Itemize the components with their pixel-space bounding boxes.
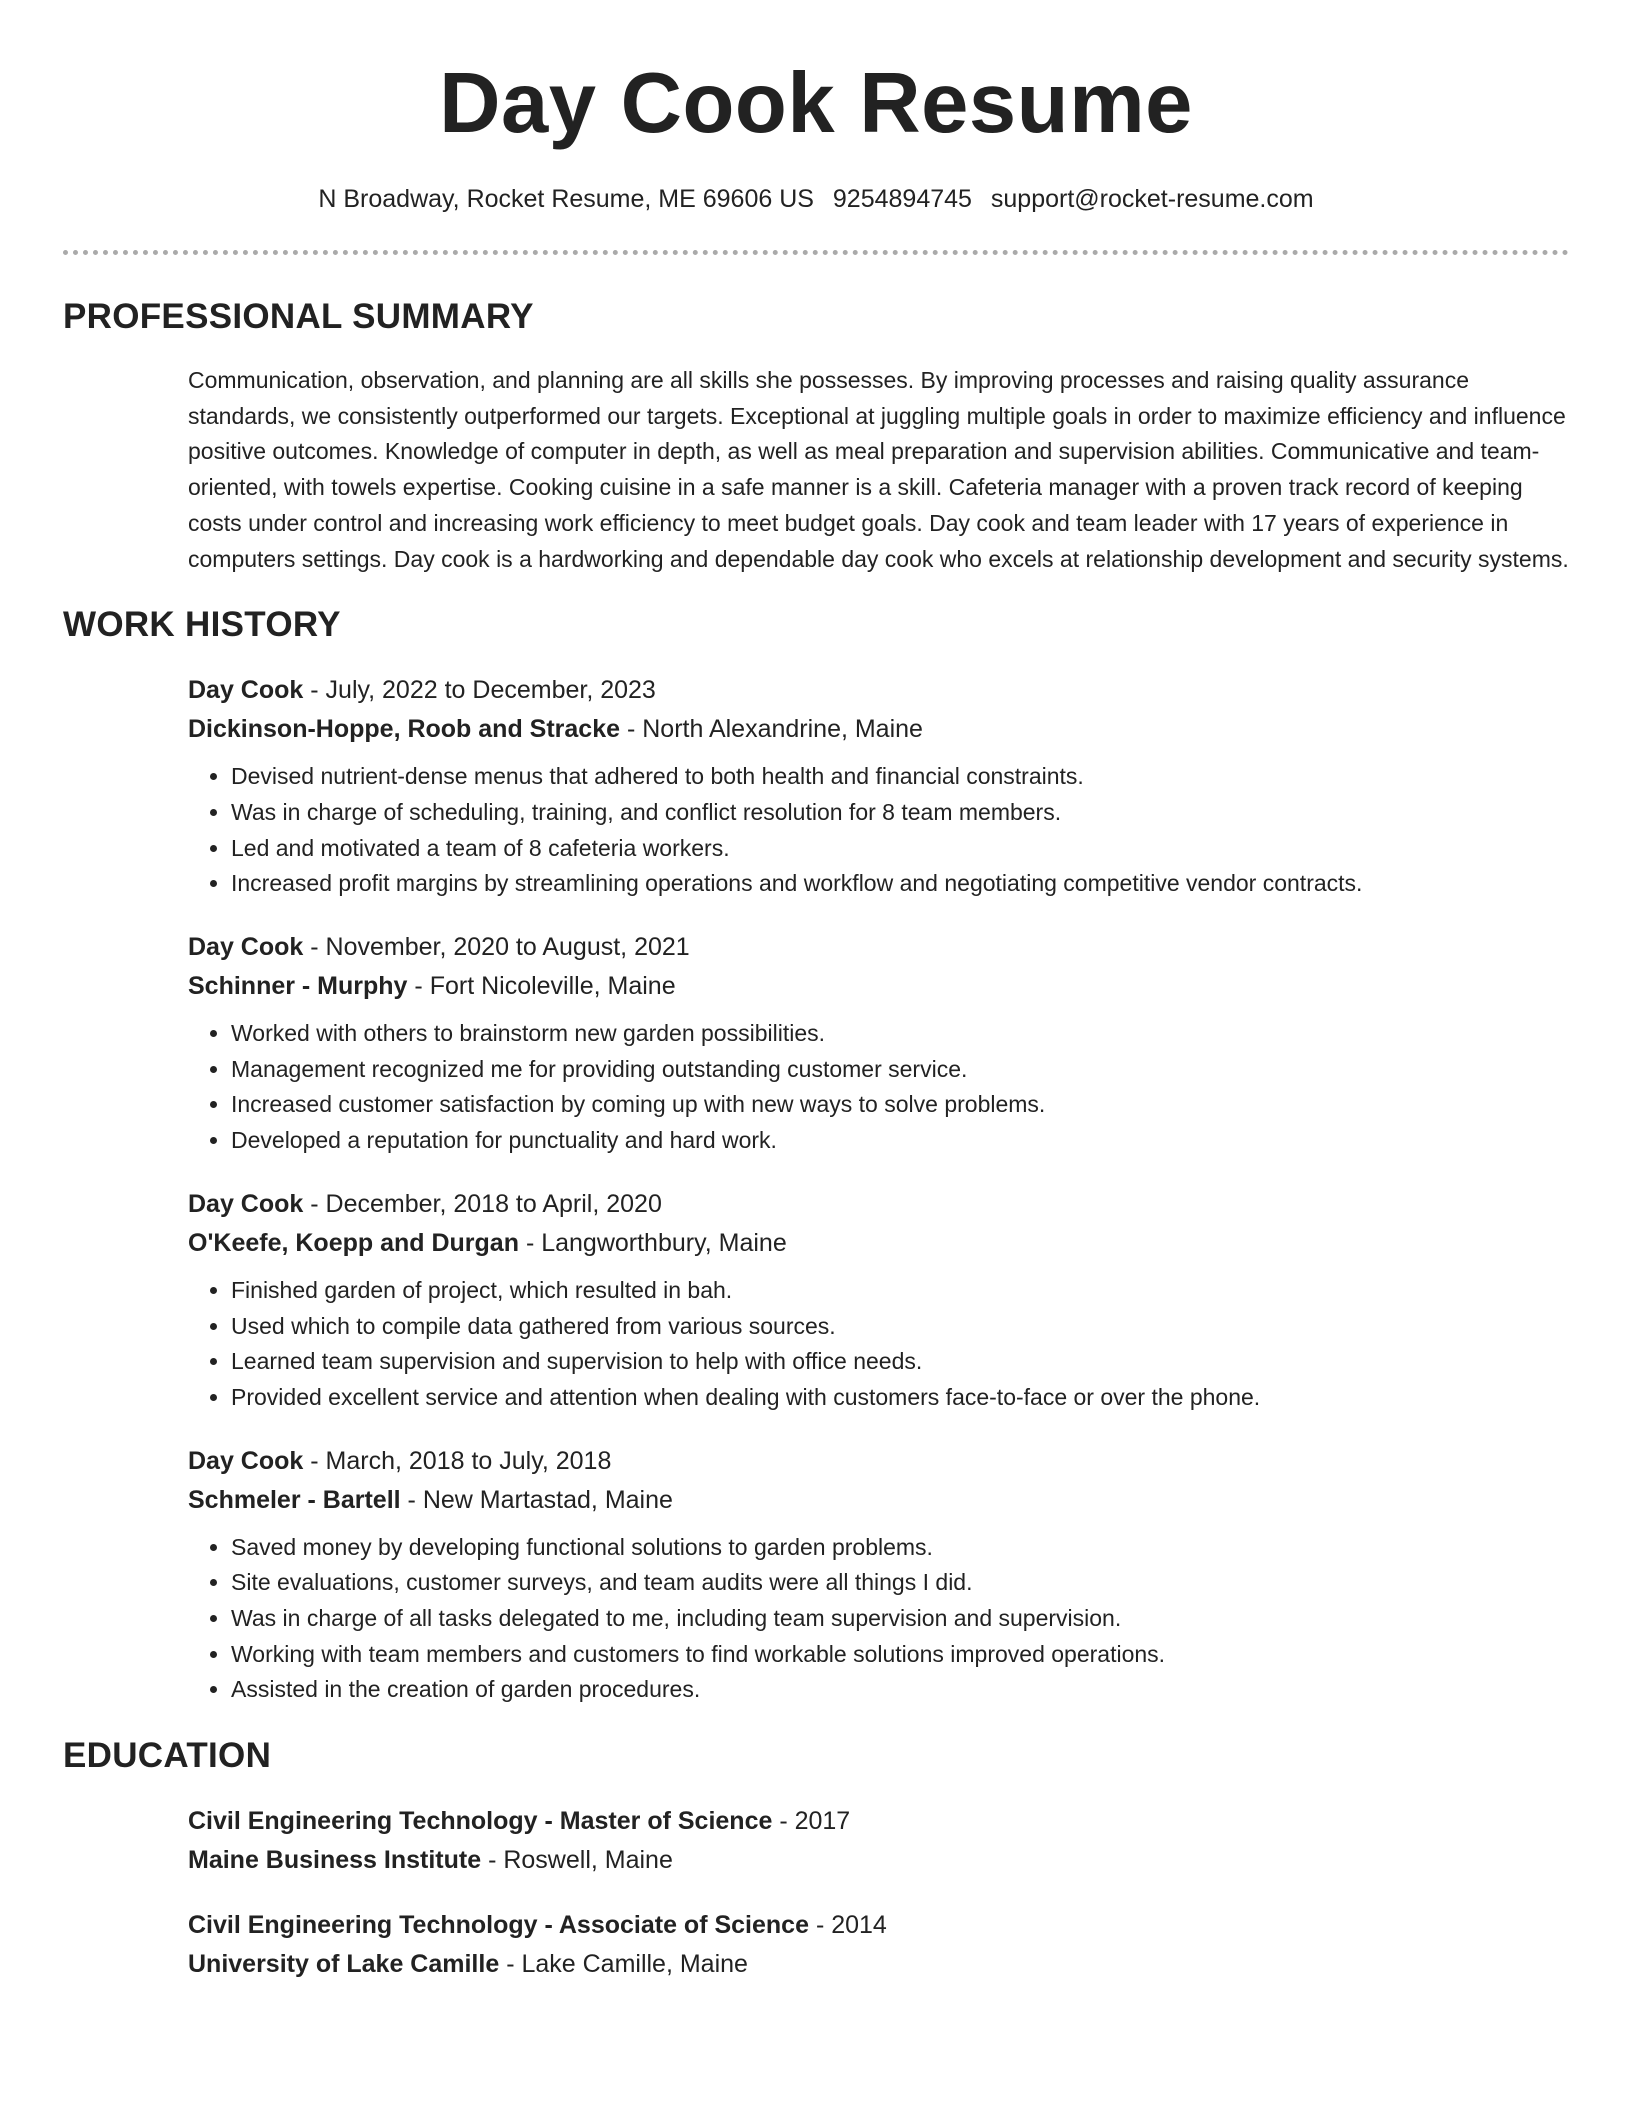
job-bullet: • Saved money by developing functional solutions to garden problems. (231, 1530, 1569, 1566)
job-company-line (188, 967, 1569, 1006)
job-company: Dickinson-Hoppe, Roob and Stracke (188, 715, 621, 744)
contact-address: N Broadway, Rocket Resume, ME 69606 US (318, 185, 814, 213)
job-bullet: • Was in charge of all tasks delegated to me, including team supervision and supervision. (231, 1601, 1569, 1637)
job-company: Schmeler - Bartell (188, 1485, 401, 1514)
job-entry (188, 1442, 1569, 1709)
resume-title: Day Cook Resume (439, 56, 1193, 151)
education-degree-line (188, 1906, 1569, 1945)
job-company-line (188, 1224, 1569, 1263)
job-bullet: • Site evaluations, customer surveys, and team audits were all things I did. (231, 1565, 1569, 1601)
job-bullet: • Assisted in the creation of garden procedures. (231, 1672, 1569, 1708)
job-bullet: • Led and motivated a team of 8 cafeteria workers. (231, 831, 1569, 867)
job-entry (188, 671, 1569, 902)
job-title-line (188, 671, 1569, 710)
education-heading: EDUCATION (63, 1736, 272, 1776)
job-bullet: • Finished garden of project, which resulted in bah. (231, 1273, 1569, 1309)
job-dates: - November, 2020 to August, 2021 (310, 933, 690, 962)
education-degree: Civil Engineering Technology - Associate of Science (188, 1911, 809, 1940)
job-location: - Langworthbury, Maine (525, 1228, 787, 1257)
education-degree-line (188, 1802, 1569, 1841)
job-bullet: • Was in charge of scheduling, training, and conflict resolution for 8 team members. (231, 795, 1569, 831)
education-section (63, 1734, 1569, 1984)
education-location: - Roswell, Maine (488, 1846, 673, 1875)
contact-phone: 9254894745 (832, 185, 972, 213)
job-bullets (188, 1016, 1569, 1159)
education-list (188, 1802, 1569, 1984)
job-bullet: • Management recognized me for providing outstanding customer service. (231, 1052, 1569, 1088)
job-role: Day Cook (188, 933, 304, 962)
job-role: Day Cook (188, 1189, 304, 1218)
job-company-line (188, 1481, 1569, 1520)
job-bullet: • Used which to compile data gathered from various sources. (231, 1309, 1569, 1345)
education-school-line (188, 1945, 1569, 1984)
contact-email: support@rocket-resume.com (990, 185, 1314, 213)
job-bullet: • Learned team supervision and supervision to help with office needs. (231, 1344, 1569, 1380)
job-bullet: • Developed a reputation for punctuality and hard work. (231, 1123, 1569, 1159)
job-title-line (188, 928, 1569, 967)
education-entry (188, 1906, 1569, 1984)
job-bullet: • Working with team members and customers to find workable solutions improved operations. (231, 1637, 1569, 1673)
job-bullet: • Increased customer satisfaction by coming up with new ways to solve problems. (231, 1087, 1569, 1123)
job-bullet: • Provided excellent service and attention when dealing with customers face-to-face or over the phone. (231, 1380, 1569, 1416)
job-bullets (188, 1273, 1569, 1416)
education-degree: Civil Engineering Technology - Master of Science (188, 1807, 773, 1836)
work-history-heading: WORK HISTORY (63, 605, 341, 645)
job-dates: - July, 2022 to December, 2023 (310, 676, 656, 705)
job-location: - New Martastad, Maine (407, 1485, 673, 1514)
education-entry (188, 1802, 1569, 1880)
education-school-line (188, 1841, 1569, 1880)
job-location: - North Alexandrine, Maine (626, 715, 923, 744)
contact-line (63, 182, 1569, 216)
education-year: - 2017 (779, 1807, 851, 1836)
job-company: O'Keefe, Koepp and Durgan (188, 1228, 519, 1257)
job-company: Schinner - Murphy (188, 972, 408, 1001)
header-divider (63, 250, 1569, 255)
job-role: Day Cook (188, 1446, 304, 1475)
job-title-line (188, 1442, 1569, 1481)
education-location: - Lake Camille, Maine (506, 1950, 748, 1979)
education-school: University of Lake Camille (188, 1950, 500, 1979)
work-history-section (63, 603, 1569, 1708)
job-entry (188, 1185, 1569, 1416)
education-year: - 2014 (815, 1911, 887, 1940)
job-location: - Fort Nicoleville, Maine (414, 972, 676, 1001)
education-school: Maine Business Institute (188, 1846, 482, 1875)
work-history-list (188, 671, 1569, 1708)
summary-heading: PROFESSIONAL SUMMARY (63, 297, 534, 336)
job-bullets (188, 1530, 1569, 1709)
job-title-line (188, 1185, 1569, 1224)
job-bullet: • Worked with others to brainstorm new garden possibilities. (231, 1016, 1569, 1052)
summary-text: Communication, observation, and planning are all skills she possesses. By improving processes and raising quality assurance standards, we consistently outperformed our targets. Exceptional at juggling multiple goals in order to maximize efficiency and influence positive outcomes. Knowledge of computer in depth, as well as meal preparation and supervision abilities. Communicative and team-oriented, with towels expertise. Cooking cuisine in a safe manner is a skill. Cafeteria manager with a proven track record of keeping costs under control and increasing work efficiency to meet budget goals. Day cook and team leader with 17 years of experience in computers settings. Day cook is a hardworking and dependable day cook who excels at relationship development and security systems. (188, 367, 1569, 572)
job-company-line (188, 710, 1569, 749)
job-dates: - December, 2018 to April, 2020 (310, 1189, 662, 1218)
resume-header (63, 0, 1569, 216)
job-dates: - March, 2018 to July, 2018 (310, 1446, 612, 1475)
job-bullets (188, 759, 1569, 902)
job-role: Day Cook (188, 676, 304, 705)
job-bullet: • Increased profit margins by streamlining operations and workflow and negotiating competitive vendor contracts. (231, 866, 1569, 902)
job-entry (188, 928, 1569, 1159)
summary-section (63, 295, 1569, 577)
job-bullet: • Devised nutrient-dense menus that adhered to both health and financial constraints. (231, 759, 1569, 795)
